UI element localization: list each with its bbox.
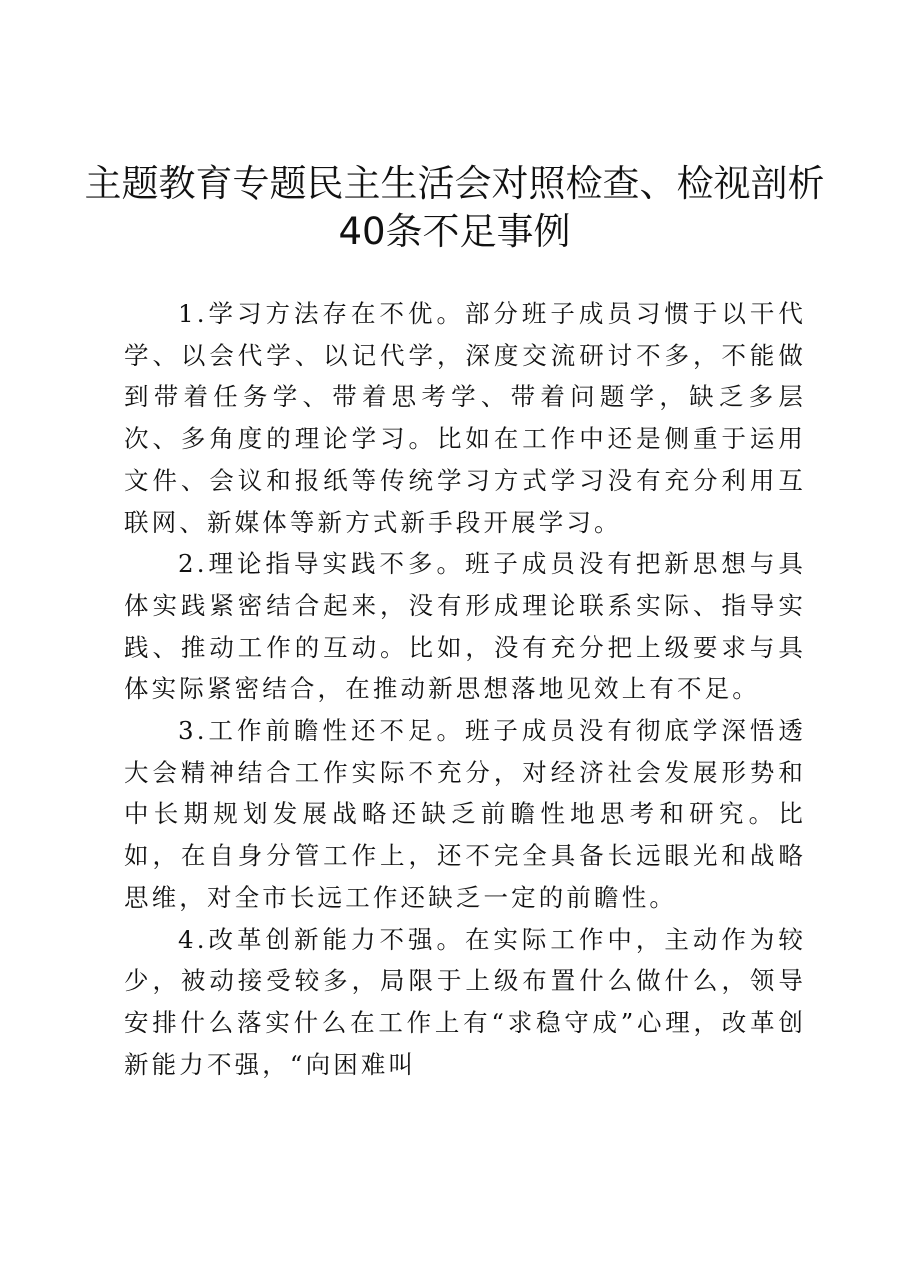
paragraph-3: 3.工作前瞻性还不足。班子成员没有彻底学深悟透大会精神结合工作实际不充分，对经济社会发展形势和中长期规划发展战略还缺乏前瞻性地思考和研究。比如，在自身分管工作上，还不完全具备长远眼光和战略思维，对全市长远工作还缺乏一定的前瞻性。 <box>124 716 806 912</box>
paragraph-1: 1.学习方法存在不优。部分班子成员习惯于以干代学、以会代学、以记代学，深度交流研讨不多，不能做到带着任务学、带着思考学、带着问题学，缺乏多层次、多角度的理论学习。比如在工作中还是侧重于运用文件、会议和报纸等传统学习方式学习没有充分利用互联网、新媒体等新方式新手段开展学习。 <box>124 299 806 537</box>
document-body <box>124 293 806 1085</box>
paragraph-2: 2.理论指导实践不多。班子成员没有把新思想与具体实践紧密结合起来，没有形成理论联系实际、指导实践、推动工作的互动。比如，没有充分把上级要求与具体实际紧密结合，在推动新思想落地见效上有不足。 <box>124 549 806 704</box>
paragraph-4: 4.改革创新能力不强。在实际工作中，主动作为较少，被动接受较多，局限于上级布置什么做什么，领导安排什么落实什么在工作上有“求稳守成”心理，改革创新能力不强，“向困难叫 <box>124 924 806 1079</box>
document-title <box>0 160 909 256</box>
title-line-2: 40条不足事例 <box>338 210 571 253</box>
title-line-1: 主题教育专题民主生活会对照检查、检视剖析 <box>84 162 825 205</box>
